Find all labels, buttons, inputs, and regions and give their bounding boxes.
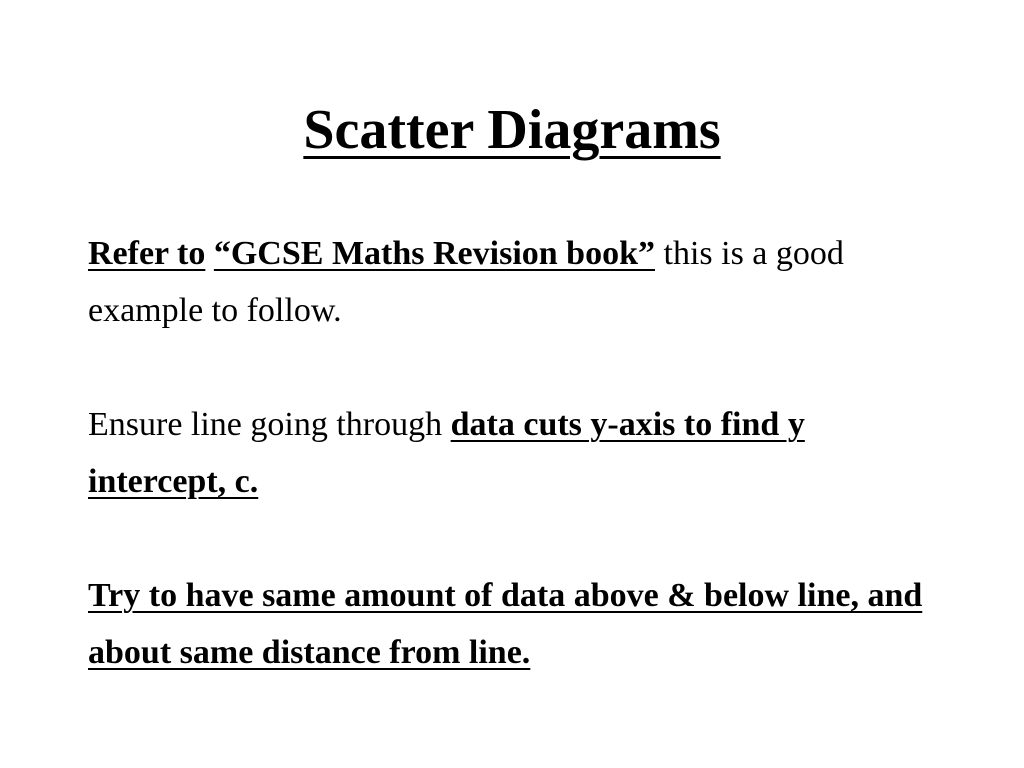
slide-title [0,100,1024,162]
reference-rest-text: this is a good example to follow. [88,235,844,329]
paragraph-reference [88,225,948,339]
paragraph-balance [88,567,948,681]
slide-title-text: Scatter Diagrams [303,99,721,161]
intercept-emphasis-text: data cuts y-axis to find y intercept, c. [88,406,805,500]
book-title: “GCSE Maths Revision book” [213,235,655,272]
intercept-lead-text: Ensure line going through [88,406,451,443]
balance-emphasis-text: Try to have same amount of data above & below line, and about same distance from line. [88,577,923,671]
slide-body [88,225,948,738]
paragraph-intercept [88,396,948,510]
refer-to-text: Refer to [88,235,206,272]
